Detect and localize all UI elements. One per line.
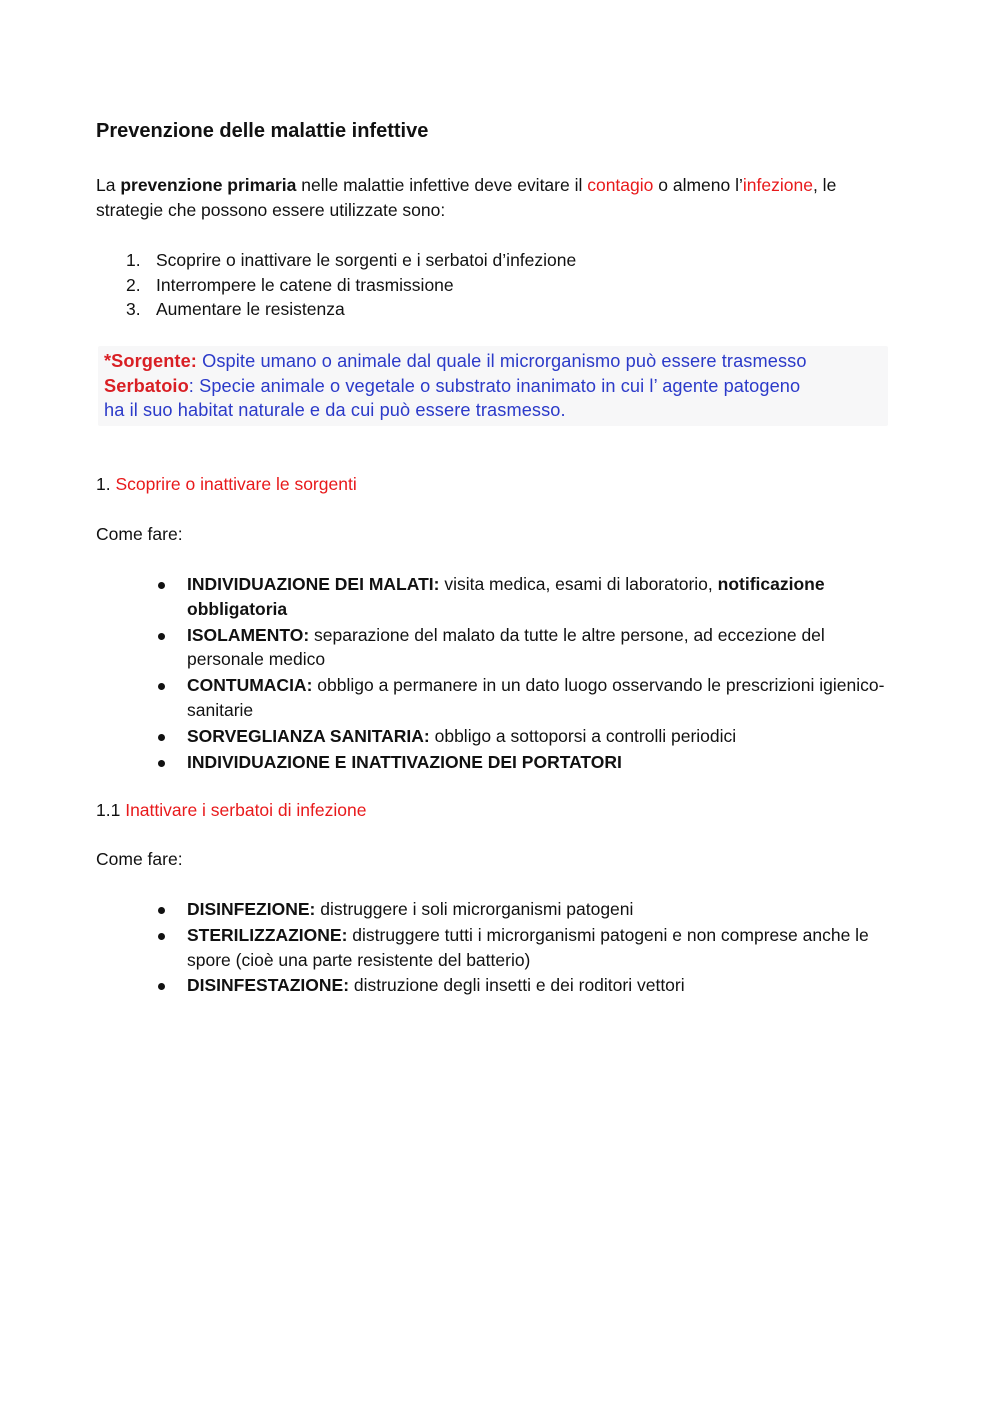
bullet-icon	[158, 760, 165, 767]
bullet-icon	[158, 633, 165, 640]
list-text: Interrompere le catene di trasmissione	[156, 274, 454, 295]
list-item	[96, 273, 576, 298]
page-title: Prevenzione delle malattie infettive	[96, 120, 429, 142]
list-item	[96, 673, 896, 723]
bullet-icon	[158, 734, 165, 741]
list-item	[96, 724, 896, 749]
item-term: CONTUMACIA:	[187, 675, 313, 696]
list-number: 1.	[126, 250, 141, 270]
item-term: ISOLAMENTO:	[187, 624, 310, 645]
bullet-icon	[158, 933, 165, 940]
list-item	[96, 973, 896, 998]
sorgente-definition	[98, 346, 888, 374]
serbatoio-definition	[98, 374, 888, 399]
list-text: Aumentare le resistenza	[156, 299, 345, 319]
serbatoio-label: Serbatoio	[104, 375, 189, 396]
item-term: STERILIZZAZIONE:	[187, 924, 348, 945]
definitions-image	[98, 346, 888, 426]
item-text: obbligo a sottoporsi a controlli periodici	[429, 725, 737, 746]
section-1-how: Come fare:	[96, 524, 183, 544]
intro-text-3: o almeno l’	[653, 175, 743, 195]
intro-text-2: nelle malattie infettive deve evitare il	[296, 175, 588, 195]
section-1-heading	[96, 472, 896, 497]
item-term-2: notificazione obbligatoria	[187, 574, 825, 619]
item-term: DISINFESTAZIONE:	[187, 975, 350, 996]
bullet-icon	[158, 683, 165, 690]
item-text: distruzione degli insetti e dei roditori vettori	[349, 975, 685, 996]
section-1-1-how: Come fare:	[96, 849, 183, 869]
intro-text-4: , le strategie che possono essere utilizzate sono:	[96, 175, 837, 220]
list-item	[96, 750, 896, 775]
bullet-icon	[158, 582, 165, 589]
intro-paragraph	[96, 173, 896, 223]
serbatoio-text-2: ha il suo habitat naturale e da cui può essere trasmesso.	[104, 400, 566, 420]
list-item	[96, 897, 896, 922]
item-text: visita medica, esami di laboratorio,	[439, 574, 718, 594]
list-text: Scoprire o inattivare le sorgenti e i serbatoi d’infezione	[156, 250, 577, 270]
section-1-1-heading	[96, 798, 896, 823]
list-number: 2.	[126, 274, 141, 295]
intro-text-1: La	[96, 175, 121, 195]
intro-red-infezione: infezione	[742, 175, 813, 195]
list-item	[96, 248, 576, 273]
serbatoio-definition-cont	[98, 398, 888, 423]
item-text: distruggere tutti i microrganismi patogeni e non comprese anche le spore (cioè una parte resistente del batterio)	[187, 924, 869, 970]
item-term: SORVEGLIANZA SANITARIA:	[187, 725, 430, 746]
serbatoio-text: : Specie animale o vegetale o substrato inanimato in cui l’ agente patogeno	[188, 375, 801, 396]
bullet-icon	[158, 907, 165, 914]
section-title: Scoprire o inattivare le sorgenti	[115, 474, 357, 494]
item-text: obbligo a permanere in un dato luogo osservando le prescrizioni igienico-sanitarie	[187, 675, 885, 720]
bullet-icon	[158, 983, 165, 990]
section-title: Inattivare i serbatoi di infezione	[125, 800, 367, 820]
section-1-1-list	[96, 897, 896, 999]
item-text: distruggere i soli microrganismi patogeni	[315, 899, 634, 919]
sorgente-text: Ospite umano o animale dal quale il microrganismo può essere trasmesso	[196, 351, 807, 371]
list-number: 3.	[126, 299, 141, 319]
item-text: separazione del malato da tutte le altre persone, ad eccezione del personale medico	[187, 624, 825, 670]
item-term: INDIVIDUAZIONE DEI MALATI:	[187, 574, 440, 594]
list-item	[96, 923, 896, 973]
intro-bold-term: prevenzione primaria	[120, 175, 297, 195]
item-term: INDIVIDUAZIONE E INATTIVAZIONE DEI PORTATORI	[187, 751, 622, 772]
strategies-list	[96, 248, 576, 322]
list-item	[96, 297, 576, 322]
list-item	[96, 572, 896, 622]
section-number: 1.1	[96, 800, 126, 820]
item-term: DISINFEZIONE:	[187, 899, 316, 919]
sorgente-label: *Sorgente:	[104, 351, 197, 371]
section-number: 1.	[96, 474, 116, 494]
section-1-list	[96, 572, 896, 775]
intro-red-contagio: contagio	[587, 175, 654, 195]
list-item	[96, 623, 896, 673]
